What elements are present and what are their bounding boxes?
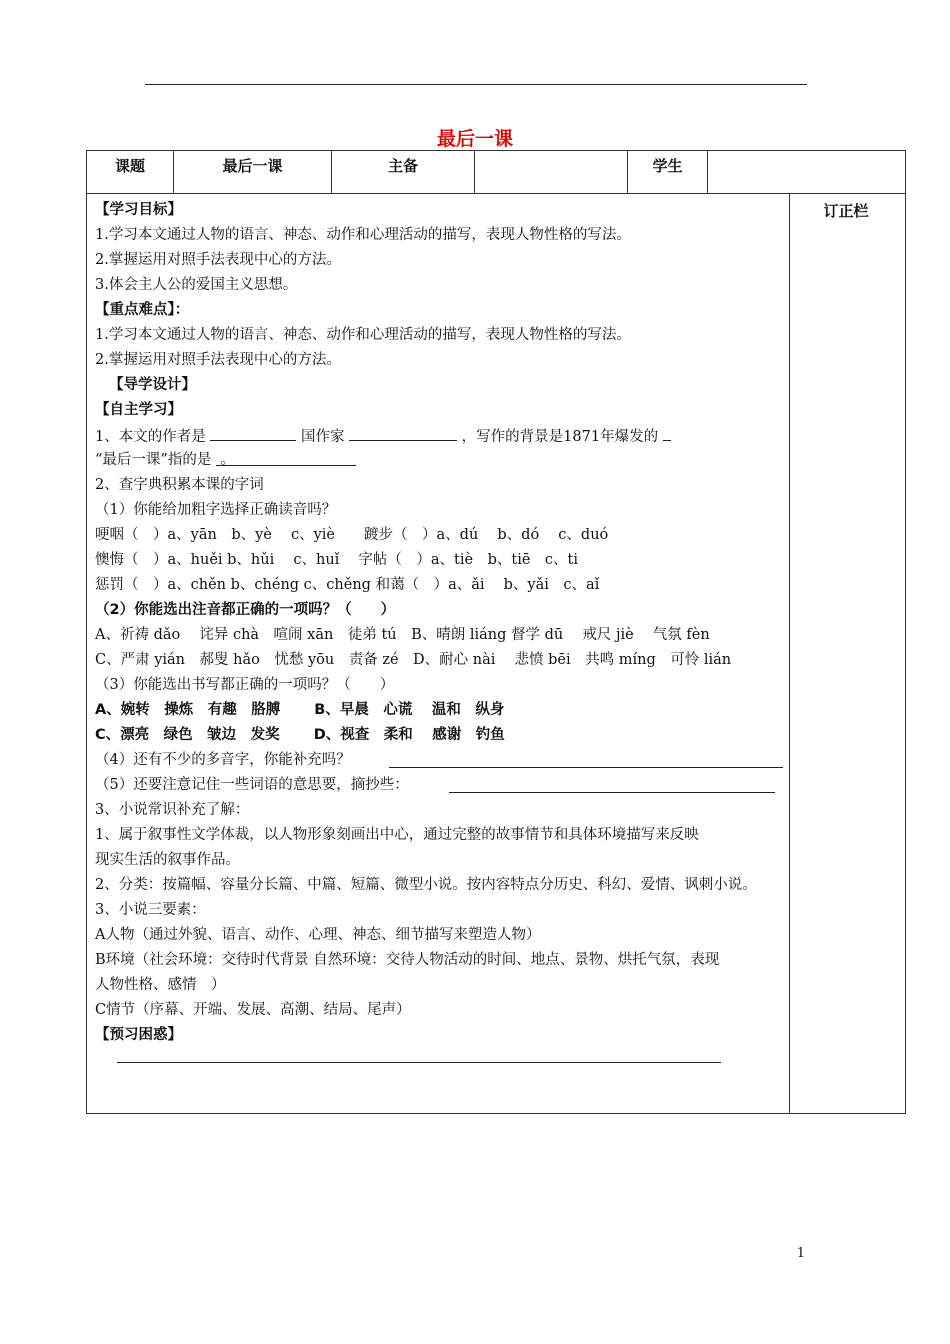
page-number: 1: [796, 1246, 805, 1261]
main-content-box: [86, 193, 906, 1114]
novel-classification: 2、分类：按篇幅、容量分长篇、中篇、短篇、微型小说。按内容特点分历史、科幻、爱情、讽刺小说。: [95, 877, 757, 893]
novel-elements-heading: 3、小说三要素：: [95, 902, 206, 918]
correction-column-label: 订正栏: [823, 202, 869, 220]
question-2-3: （3）你能选出书写都正确的一项吗？（ ）: [95, 677, 395, 693]
novel-definition: 1、属于叙事性文学体裁，以人物形象刻画出中心，通过完整的故事情节和具体环境描写来反映: [95, 827, 699, 843]
key-points-heading: 【重点难点】：: [95, 302, 190, 318]
pronunciation-row: 惩罚（ ）a、chěn b、chéng c、chěng 和蔼（ ）a、ǎi b、yǎi c、aǐ: [95, 577, 600, 593]
preview-questions-heading: 【预习困惑】: [95, 1027, 182, 1043]
objectives-heading: 【学习目标】: [95, 202, 182, 218]
pronunciation-row: 懊悔（ ）a、huěi b、hǔi c、huǐ 字帖（ ）a、tiè b、tiē c、ti: [95, 552, 579, 568]
question-1-line-2: “最后一课”指的是 。: [95, 450, 356, 470]
element-environment-cont: 人物性格、感情 ）: [95, 977, 226, 993]
element-characters: A人物（通过外貌、语言、动作、心理、神态、细节描写来塑造人物）: [95, 927, 541, 943]
pronunciation-row: 哽咽（ ）a、yān b、yè c、yiè 踱步（ ）a、dú b、dó c、duó: [95, 527, 609, 543]
guide-heading: 【导学设计】: [109, 377, 196, 393]
question-2-1: （1）你能给加粗字选择正确读音吗？: [95, 502, 337, 518]
topic-value: 最后一课: [174, 151, 332, 193]
question-2-4: （4）还有不少的多音字，你能补充吗？: [95, 752, 351, 768]
page-title: 最后一课: [436, 128, 513, 150]
novel-definition-cont: 现实生活的叙事作品。: [95, 852, 240, 868]
question-2-5: （5）还要注意记住一些词语的意思要，摘抄些：: [95, 777, 409, 793]
prep-value[interactable]: [475, 151, 628, 193]
student-value[interactable]: [708, 151, 905, 193]
topic-label: 课题: [87, 151, 174, 193]
side-column-divider: [789, 194, 790, 1113]
objective-item: 1.学习本文通过人物的语言、神态、动作和心理活动的描写，表现人物性格的写法。: [95, 227, 631, 243]
objective-item: 2.掌握运用对照手法表现中心的方法。: [95, 252, 341, 268]
element-environment: B环境（社会环境：交待时代背景 自然环境：交待人物活动的时间、地点、景物、烘托气氛，表现: [95, 952, 720, 968]
preview-answer-line[interactable]: [117, 1062, 721, 1063]
key-point-item: 1.学习本文通过人物的语言、神态、动作和心理活动的描写，表现人物性格的写法。: [95, 327, 631, 343]
novel-knowledge-heading: 3、小说常识补充了解：: [95, 802, 250, 818]
writing-option-row: A、婉转 操炼 有趣 胳膊 B、早晨 心谎 温和 纵身: [95, 702, 505, 718]
writing-option-row: C、漂亮 绿色 皱边 发奖 D、视查 柔和 感谢 钓鱼: [95, 727, 505, 743]
war-blank[interactable]: [663, 425, 671, 441]
key-point-item: 2.掌握运用对照手法表现中心的方法。: [95, 352, 341, 368]
header-table: [86, 150, 906, 194]
question-2: 2、查字典积累本课的字词: [95, 477, 264, 493]
prep-label: 主备: [332, 151, 475, 193]
nationality-blank[interactable]: [349, 425, 457, 441]
pinyin-option-row: A、祈祷 dǎo 诧异 chà 喧闹 xān 徒弟 tú B、晴朗 liáng 督学 dū 戒尺 jiè 气氛 fèn: [95, 627, 710, 643]
objective-item: 3.体会主人公的爱国主义思想。: [95, 277, 298, 293]
question-1-line-1: 1、本文的作者是 国作家 ，写作的背景是1871年爆发的: [95, 425, 671, 447]
author-blank[interactable]: [210, 425, 296, 441]
question-2-2: （2）你能选出注音都正确的一项吗？（ ）: [95, 602, 396, 618]
self-study-heading: 【自主学习】: [95, 402, 182, 418]
top-rule: [145, 84, 807, 85]
pinyin-option-row: C、严肃 yián 郝叟 hǎo 忧愁 yōu 责备 zé D、耐心 nài 悲愤 bēi 共鸣 míng 可怜 lián: [95, 652, 732, 668]
student-label: 学生: [628, 151, 708, 193]
polyphone-answer-line[interactable]: [389, 767, 783, 768]
element-plot: C情节（序幕、开端、发展、高潮、结局、尾声）: [95, 1002, 411, 1018]
vocabulary-answer-line[interactable]: [449, 792, 775, 793]
last-lesson-meaning-blank[interactable]: 。: [216, 450, 356, 466]
